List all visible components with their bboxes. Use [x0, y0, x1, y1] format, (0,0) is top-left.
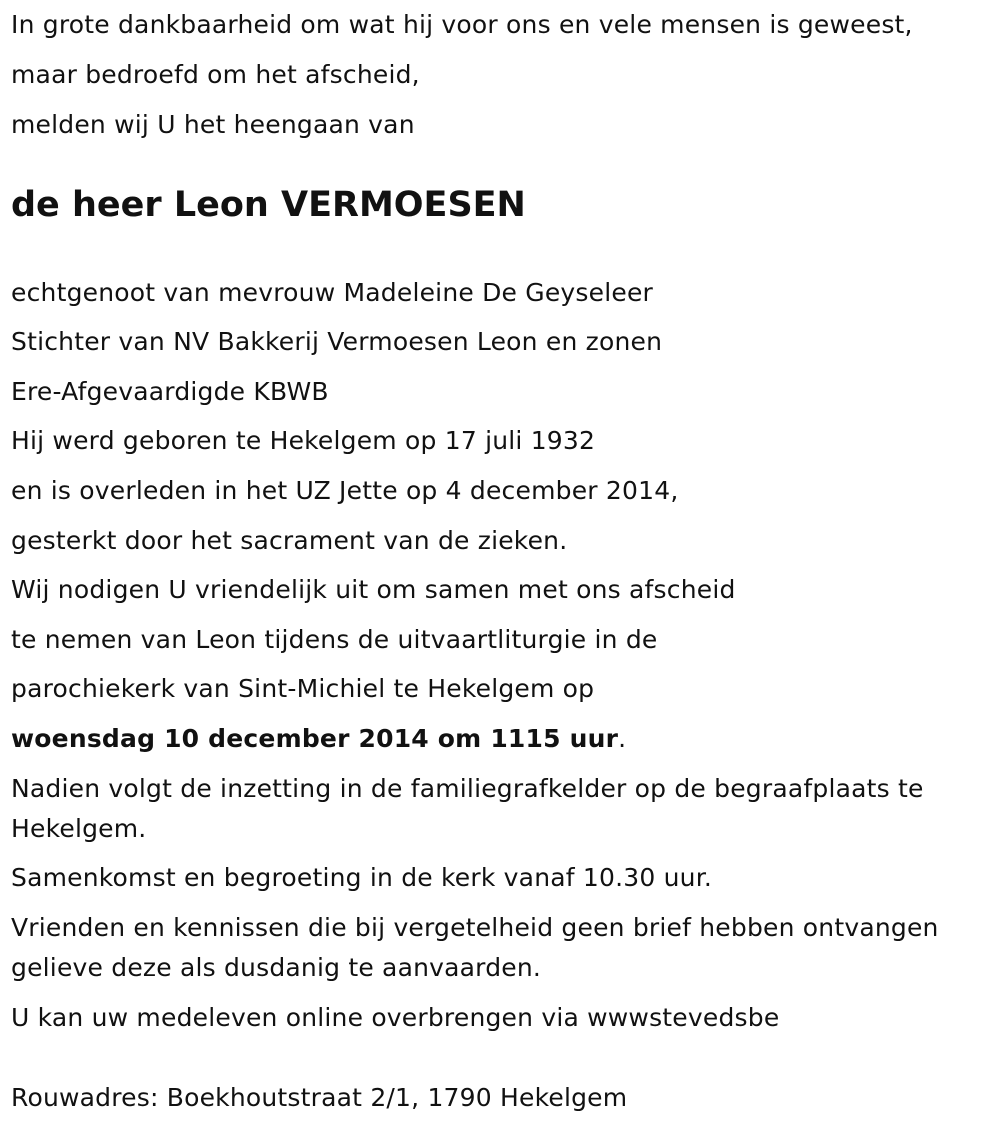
- detail-invite-3: parochiekerk van Sint-Michiel te Hekelgem op: [11, 674, 595, 703]
- detail-sacrament: gesterkt door het sacrament van de zieken.: [11, 526, 568, 555]
- detail-honorary: Ere-Afgevaardigde KBWB: [11, 377, 329, 406]
- intro-line-1: In grote dankbaarheid om wat hij voor ons en vele mensen is geweest,: [11, 10, 913, 39]
- intro-line-3: melden wij U het heengaan van: [11, 110, 415, 139]
- notice-text: Vrienden en kennissen die bij vergetelheid geen brief hebben ontvangen gelieve deze als dusdanig te aanvaarden.: [11, 913, 939, 982]
- detail-founder: Stichter van NV Bakkerij Vermoesen Leon en zonen: [11, 327, 663, 356]
- detail-invite-1: Wij nodigen U vriendelijk uit om samen met ons afscheid: [11, 575, 736, 604]
- service-date-line: [11, 719, 626, 759]
- deceased-name: de heer Leon VERMOESEN: [11, 185, 526, 225]
- online-condolence-text: U kan uw medeleven online overbrengen via wwwstevedsbe: [11, 1003, 780, 1032]
- detail-born: Hij werd geboren te Hekelgem op 17 juli 1932: [11, 426, 596, 455]
- detail-died: en is overleden in het UZ Jette op 4 december 2014,: [11, 476, 679, 505]
- burial-text: Nadien volgt de inzetting in de familiegrafkelder op de begraafplaats te Hekelgem.: [11, 774, 924, 843]
- service-date-period: .: [618, 724, 627, 753]
- detail-spouse: echtgenoot van mevrouw Madeleine De Geyseleer: [11, 278, 654, 307]
- mourning-address: Rouwadres: Boekhoutstraat 2/1, 1790 Hekelgem: [11, 1083, 628, 1112]
- gathering-text: Samenkomst en begroeting in de kerk vanaf 10.30 uur.: [11, 863, 713, 892]
- service-date: woensdag 10 december 2014 om 1115 uur: [11, 724, 619, 753]
- detail-invite-2: te nemen van Leon tijdens de uitvaartliturgie in de: [11, 625, 658, 654]
- intro-line-2: maar bedroefd om het afscheid,: [11, 60, 420, 89]
